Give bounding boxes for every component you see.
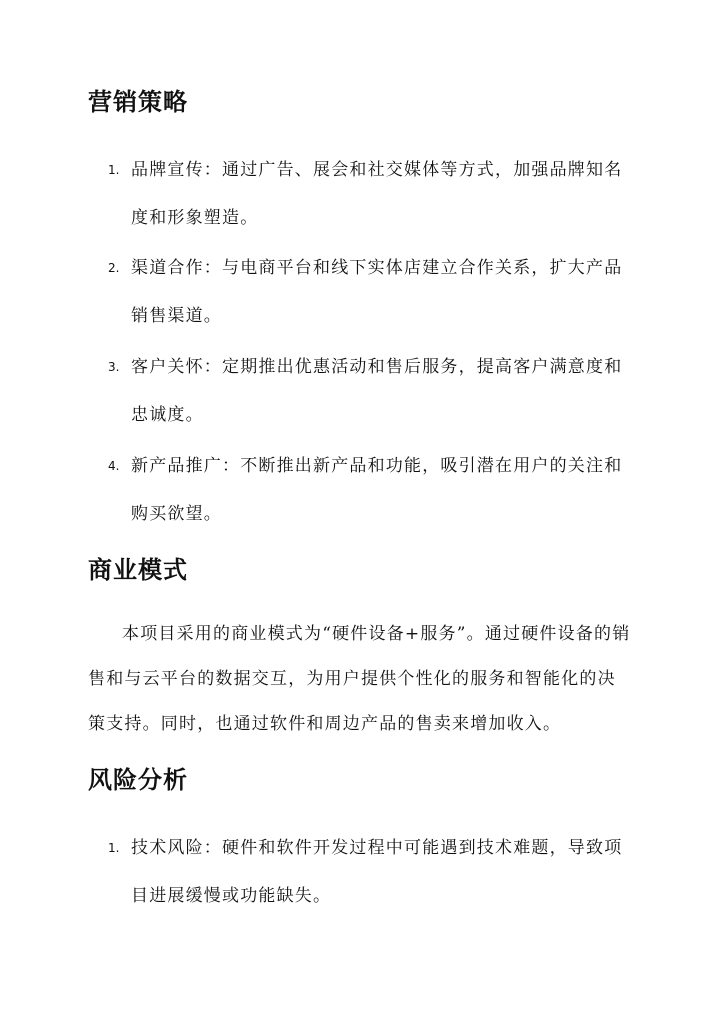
section-heading-risk-analysis: 风险分析 <box>88 765 188 794</box>
list-item-text: 渠道合作：与电商平台和线下实体店建立合作关系，扩大产品销售渠道。 <box>131 258 623 326</box>
list-item-number: 1. <box>108 163 120 177</box>
list-item-number: 4. <box>108 459 120 473</box>
list-item-text: 品牌宣传：通过广告、展会和社交媒体等方式，加强品牌知名度和形象塑造。 <box>131 160 623 228</box>
list-item-text: 技术风险：硬件和软件开发过程中可能遇到技术难题，导致项目进展缓慢或功能缺失。 <box>131 838 623 906</box>
list-item-text: 新产品推广：不断推出新产品和功能，吸引潜在用户的关注和购买欲望。 <box>131 456 623 524</box>
section-heading-marketing: 营销策略 <box>88 87 188 116</box>
body-paragraph: 本项目采用的商业模式为“硬件设备+服务”。通过硬件设备的销售和与云平台的数据交互，为用户提供个性化的服务和智能化的决策支持。同时，也通过软件和周边产品的售卖来增加收入。 <box>88 624 631 734</box>
section-heading-business-model: 商业模式 <box>88 555 188 584</box>
list-item-number: 2. <box>108 261 120 275</box>
list-item-number: 1. <box>108 841 120 855</box>
list-item-text: 客户关怀：定期推出优惠活动和售后服务，提高客户满意度和忠诚度。 <box>131 357 623 425</box>
list-item-number: 3. <box>108 360 120 374</box>
